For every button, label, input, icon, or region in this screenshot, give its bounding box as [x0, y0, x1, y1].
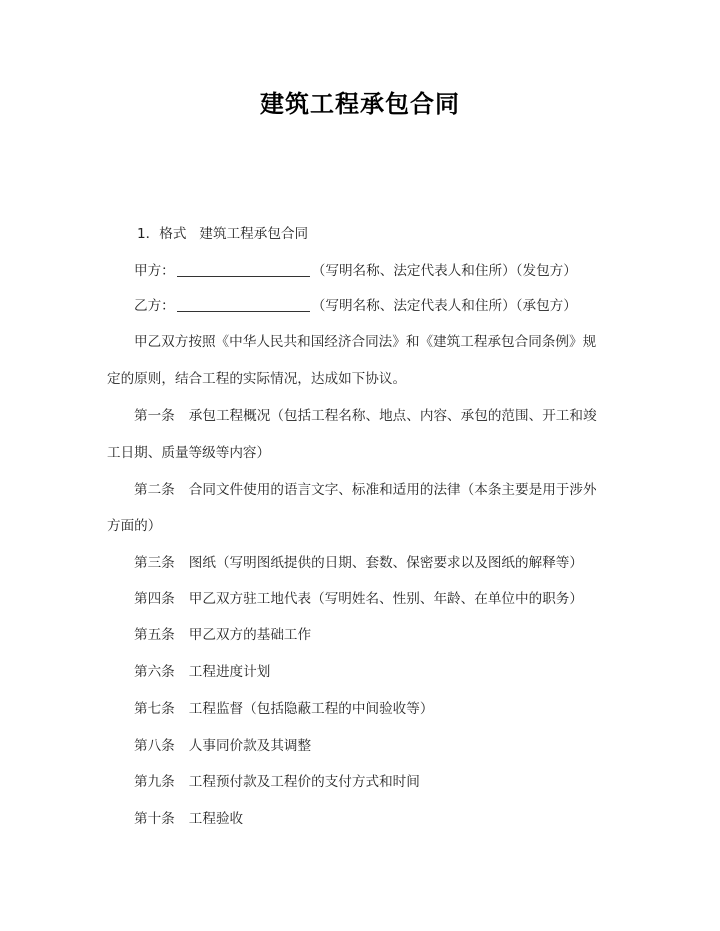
- article-8: [134, 736, 644, 756]
- heading-text: 建筑工程承包合同: [199, 226, 309, 242]
- article-text: 图纸（写明图纸提供的日期、套数、保密要求以及图纸的解释等）: [188, 555, 583, 571]
- article-number: 第十条: [134, 811, 175, 827]
- heading-number: 1．: [137, 226, 160, 242]
- article-number: 第四条: [134, 591, 175, 607]
- article-2: [134, 480, 644, 500]
- article-text: 工程验收: [188, 811, 244, 827]
- article-text: 工程监督（包括隐蔽工程的中间验收等）: [188, 701, 434, 717]
- heading-label: 格式: [159, 226, 187, 242]
- article-number: 第八条: [134, 738, 175, 754]
- party-b-line: [134, 296, 644, 316]
- party-a-label: 甲方：: [134, 263, 175, 279]
- article-number: 第三条: [134, 555, 175, 571]
- article-2-continued: 方面的）: [107, 518, 162, 534]
- party-a-blank[interactable]: [177, 262, 310, 277]
- article-text: 甲乙双方的基础工作: [188, 627, 312, 643]
- article-9: [134, 772, 644, 792]
- article-text: 合同文件使用的语言文字、标准和适用的法律（本条主要是用于涉外: [188, 482, 597, 498]
- article-number: 第二条: [134, 482, 175, 498]
- article-1: [134, 406, 644, 426]
- article-4: [134, 589, 644, 609]
- article-text: 人事同价款及其调整: [188, 738, 312, 754]
- article-1-continued: 工日期、质量等级等内容）: [107, 445, 271, 461]
- party-b-blank[interactable]: [177, 297, 310, 312]
- article-number: 第一条: [134, 408, 175, 424]
- article-10: [134, 809, 644, 829]
- party-b-note: （写明名称、法定代表人和住所）（承包方）: [311, 298, 577, 314]
- party-a-note: （写明名称、法定代表人和住所）（发包方）: [311, 263, 577, 279]
- format-heading: [137, 224, 647, 244]
- article-text: 甲乙双方驻工地代表（写明姓名、性别、年龄、在单位中的职务）: [188, 591, 583, 607]
- article-number: 第六条: [134, 664, 175, 680]
- article-7: [134, 699, 644, 719]
- preamble-line-1: 甲乙双方按照《中华人民共和国经济合同法》和《建筑工程承包合同条例》规: [134, 334, 597, 350]
- article-3: [134, 553, 644, 573]
- party-b-label: 乙方：: [134, 298, 175, 314]
- article-5: [134, 625, 644, 645]
- party-a-line: [134, 261, 644, 281]
- article-number: 第五条: [134, 627, 175, 643]
- article-6: [134, 662, 644, 682]
- article-text: 工程进度计划: [188, 664, 271, 680]
- preamble-line-2: 定的原则，结合工程的实际情况，达成如下协议。: [107, 371, 407, 387]
- document-title: 建筑工程承包合同: [260, 90, 460, 118]
- article-text: 工程预付款及工程价的支付方式和时间: [188, 774, 420, 790]
- article-number: 第九条: [134, 774, 175, 790]
- article-number: 第七条: [134, 701, 175, 717]
- article-text: 承包工程概况（包括工程名称、地点、内容、承包的范围、开工和竣: [188, 408, 597, 424]
